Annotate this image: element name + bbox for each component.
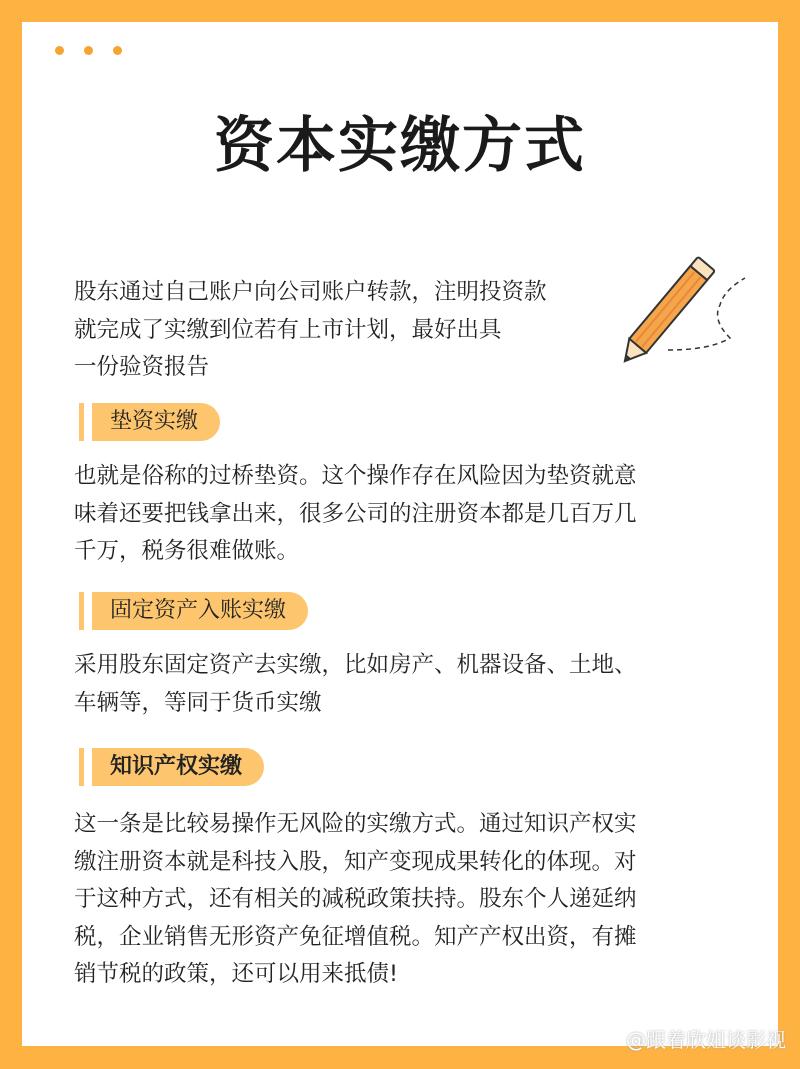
- intro-paragraph: [74, 274, 547, 387]
- text-line: 缴注册资本就是科技入股，知产变现成果转化的体现。对: [74, 848, 637, 875]
- section-tag: [79, 403, 220, 441]
- text-line: 千万，税务很难做账。: [74, 538, 300, 564]
- page-title: 资本实缴方式: [214, 111, 586, 181]
- section-tag: [79, 592, 308, 630]
- tag-bar: [79, 403, 84, 441]
- tag-label: 知识产权实缴: [92, 748, 264, 786]
- dot-icon: [55, 46, 64, 55]
- tag-label: 垫资实缴: [92, 403, 220, 441]
- dot-icon: [84, 46, 93, 55]
- tag-bar: [79, 748, 84, 786]
- text-line: 车辆等，等同于货币实缴: [74, 689, 322, 716]
- text-line: 一份验资报告: [74, 354, 210, 380]
- text-line: 这一条是比较易操作无风险的实缴方式。通过知识产权实: [74, 811, 637, 837]
- text-line: 股东通过自己账户向公司账户转款，注明投资款: [74, 279, 547, 305]
- tag-bar: [79, 592, 84, 630]
- dot-icon: [113, 46, 122, 55]
- window-dots: [55, 46, 122, 55]
- tag-label: 固定资产入账实缴: [92, 592, 308, 630]
- text-line: 采用股东固定资产去实缴，比如房产、机器设备、土地、: [74, 652, 637, 678]
- text-line: 也就是俗称的过桥垫资。这个操作存在风险因为垫资就意: [74, 463, 637, 489]
- section-paragraph: [74, 458, 637, 571]
- text-line: 就完成了实缴到位若有上市计划，最好出具: [74, 316, 502, 343]
- section-tag: [79, 748, 264, 786]
- section-paragraph: [74, 806, 637, 994]
- text-line: 销节税的政策，还可以用来抵债!: [74, 961, 399, 987]
- content-card: [22, 22, 778, 1046]
- text-line: 于这种方式，还有相关的减税政策扶持。股东个人递延纳: [74, 886, 637, 912]
- text-line: 味着还要把钱拿出来，很多公司的注册资本都是几百万几: [74, 500, 637, 527]
- text-line: 税，企业销售无形资产免征增值税。知产产权出资，有摊: [74, 923, 637, 950]
- section-paragraph: [74, 647, 637, 722]
- watermark: @跟着欣姐谈影视: [626, 1028, 786, 1052]
- pencil-icon: [620, 250, 750, 370]
